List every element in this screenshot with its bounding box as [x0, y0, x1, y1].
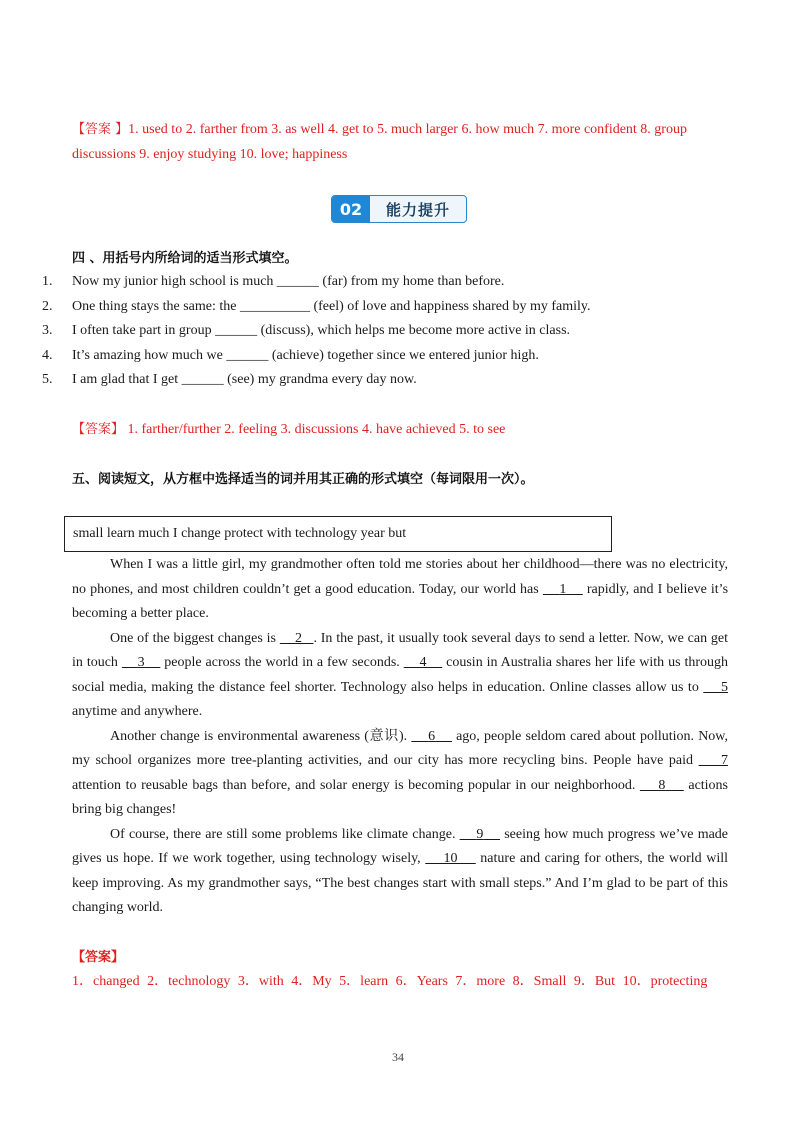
list-item [42, 368, 742, 393]
passage-text: . In the past, it usually took several days to send a letter. Now, we can get in touch [72, 630, 729, 670]
blank-9 [460, 827, 500, 842]
item-text: One thing stays the same: the __________ (feel) of love and happiness shared by my family. [72, 298, 591, 314]
blank-number: 3 [137, 655, 145, 670]
blank-3 [122, 655, 160, 670]
passage-text: anytime and anywhere. [72, 704, 203, 719]
item-text: It’s amazing how much we ______ (achieve) together since we entered junior high. [72, 347, 539, 363]
blank-6 [411, 729, 452, 744]
item-number: 3. [42, 323, 53, 339]
page-number: 34 [392, 1050, 404, 1064]
blank-number: 5 [721, 679, 729, 695]
blank-7 [699, 753, 728, 768]
passage-text: ago, people seldom cared about pollution. Now, my school organizes more tree-planting activities, and our city has more recycling bins. People have paid [72, 728, 729, 768]
item-text: I am glad that I get ______ (see) my grandma every day now. [72, 372, 417, 388]
passage-text: Another change is environmental awareness (意识). [110, 728, 412, 744]
blank-number: 7 [721, 753, 729, 768]
passage-text: attention to reusable bags than before, and solar energy is becoming popular in our neighborhood. [72, 777, 640, 793]
item-text: I often take part in group ______ (discuss), which helps me become more active in class. [72, 323, 571, 339]
item-number: 2. [42, 298, 53, 314]
section4-answer [72, 418, 505, 438]
badge-title: 能力提升 [385, 200, 450, 219]
reading-passage [72, 553, 728, 921]
blank-2 [280, 631, 314, 646]
list-item [42, 344, 742, 369]
section4-answer-label: 【答案】 [72, 422, 125, 437]
passage-text: nature and caring for others, the world will keep improving. As my grandmother says, “The best changes start with small steps.” And I’m glad to be part of this changing world. [72, 851, 728, 915]
passage-text: rapidly, and I believe it’s becoming a better place. [72, 581, 729, 621]
blank-number: 10 [443, 851, 458, 866]
section4-list [42, 270, 742, 393]
section-badge [331, 195, 467, 223]
section4-answer-text: 1. farther/further 2. feeling 3. discussions 4. have achieved 5. to see [124, 422, 506, 437]
section4-title: 四 、用括号内所给词的适当形式填空。 [72, 251, 298, 266]
passage-paragraph-1 [72, 553, 728, 627]
blank-number: 4 [419, 655, 427, 670]
passage-text: When I was a little girl, my grandmother often told me stories about her childhood—there was no electricity, no phones, and most children couldn’t get a good education. Today, our world has [72, 557, 728, 597]
blank-5 [703, 680, 728, 695]
blank-number: 6 [428, 728, 436, 744]
item-number: 1. [42, 274, 53, 290]
list-item [42, 295, 742, 320]
blank-8 [640, 778, 684, 793]
section5-title: 五、阅读短文，从方框中选择适当的词并用其正确的形式填空（每词限用一次）。 [72, 472, 534, 487]
blank-number: 9 [476, 826, 484, 842]
top-answer-label: 【答案 】 [72, 122, 129, 137]
top-answer [72, 117, 732, 167]
top-answer-text: 1. used to 2. farther from 3. as well 4. get to 5. much larger 6. how much 7. more confident 8. group discussions 9. enjoy studying 10. love; happiness [72, 122, 687, 162]
item-number: 4. [42, 347, 53, 363]
badge-number: 02 [332, 196, 370, 222]
list-item [42, 319, 742, 344]
blank-number: 8 [658, 777, 666, 793]
list-item [42, 270, 742, 295]
item-number: 5. [42, 372, 53, 388]
section5-answer-label: 【答案】 [72, 950, 125, 965]
passage-text: One of the biggest changes is [110, 630, 280, 646]
item-text: Now my junior high school is much ______ (far) from my home than before. [72, 274, 505, 290]
passage-text: actions bring big changes! [72, 777, 729, 817]
section5-answer-text: 1．changed 2．technology 3．with 4．My 5．learn 6．Years 7．more 8．Small 9．But 10．protecting [72, 974, 708, 989]
blank-number: 2 [295, 630, 303, 646]
passage-paragraph-3 [72, 725, 728, 823]
word-box: small learn much I change protect with technology year but [64, 516, 612, 552]
blank-4 [404, 655, 442, 670]
passage-text: Of course, there are still some problems like climate change. [110, 826, 460, 842]
passage-paragraph-2 [72, 627, 728, 725]
blank-number: 1 [559, 581, 567, 597]
passage-text: cousin in Australia shares her life with us through social media, making the distance feel shorter. Technology also helps in education. Online classes allow us to [72, 655, 728, 695]
passage-text: seeing how much progress we’ve made gives us hope. If we work together, using technology wisely, [72, 826, 729, 866]
blank-1 [543, 582, 583, 597]
passage-paragraph-4 [72, 823, 728, 921]
passage-text: people across the world in a few seconds. [160, 655, 404, 670]
blank-10 [425, 851, 476, 866]
